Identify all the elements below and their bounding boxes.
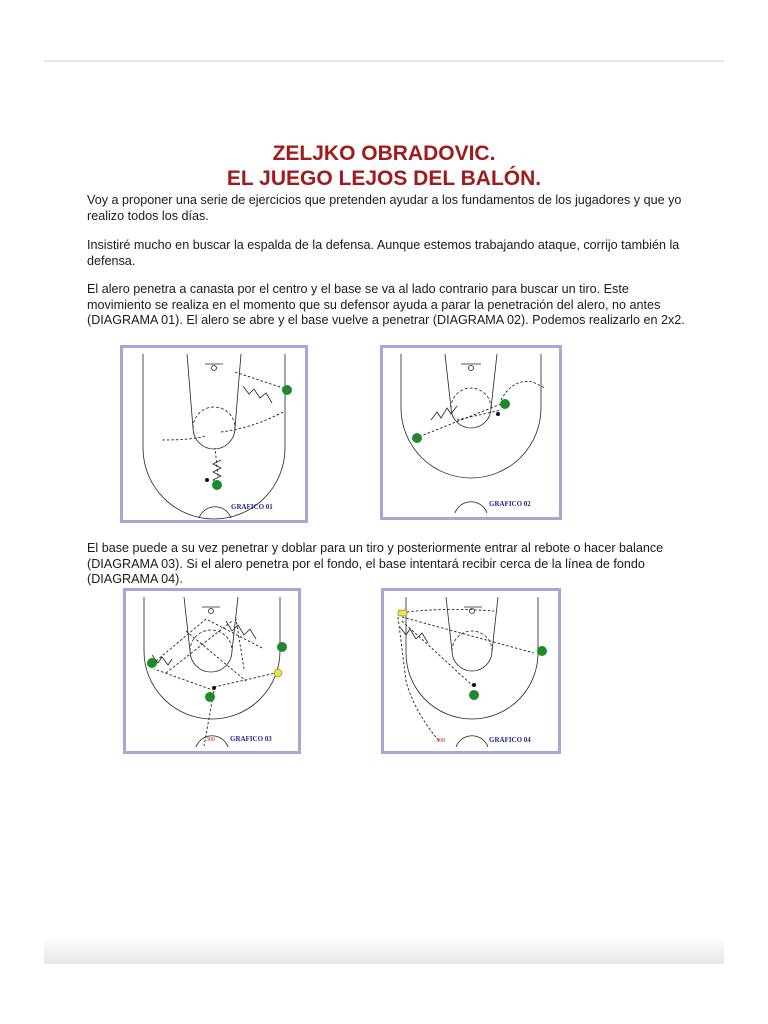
paragraph-3: El alero penetra a canasta por el centro y el base se va al lado contrario para buscar un tiro. Este movimiento se realiza en el momento que su defensor ayuda a parar la penetración del alero, no antes (DIAGRAMA 01). El alero se abre y el base vuelve a penetrar (DIAGRAMA 02). Podemos realizarlo en 2x2.: [87, 282, 685, 327]
player-marker: [469, 690, 479, 700]
player-marker: [412, 433, 422, 443]
page-bottom-shadow: [44, 936, 724, 964]
diagram-03: [123, 588, 301, 754]
title-line-2: EL JUEGO LEJOS DEL BALÓN.: [226, 167, 542, 190]
diagram-02: [380, 345, 562, 520]
diagram-number: 300: [206, 737, 215, 743]
player-marker: [147, 658, 157, 668]
player-marker: [277, 642, 287, 652]
paragraph-4: El base puede a su vez penetrar y doblar para un tiro y posteriormente entrar al rebote o hacer balance (DIAGRAMA 03). Si el alero penetra por el fondo, el base intentará recibir cerca de la línea de fondo (DIAGRAMA 04).: [87, 541, 664, 586]
player-marker: [212, 480, 222, 490]
diagram-caption: GRAFICO 04: [489, 736, 531, 744]
diagram-number: 308: [436, 738, 445, 744]
diagram-caption: GRAFICO 03: [230, 735, 272, 743]
diagram-caption: GRAFICO 01: [231, 503, 273, 511]
court-diagram-01: [123, 348, 305, 520]
diagram-04: [381, 588, 561, 754]
title-line-1: ZELJKO OBRADOVIC.: [272, 142, 496, 165]
player-marker: [500, 399, 510, 409]
diagram-01: [120, 345, 308, 523]
court-diagram-03: [126, 591, 298, 751]
court-diagram-04: [384, 591, 558, 751]
player-marker: [282, 385, 292, 395]
player-marker: [205, 692, 215, 702]
diagram-caption: GRAFICO 02: [489, 500, 531, 508]
player-marker: [537, 646, 547, 656]
paragraph-1: Voy a proponer una serie de ejercicios que pretenden ayudar a los fundamentos de los jugadores y que yo realizo todos los días.: [87, 193, 682, 223]
court-diagram-02: [383, 348, 559, 517]
paragraph-2: Insistiré mucho en buscar la espalda de la defensa. Aunque estemos trabajando ataque, corrijo también la defensa.: [87, 238, 680, 268]
